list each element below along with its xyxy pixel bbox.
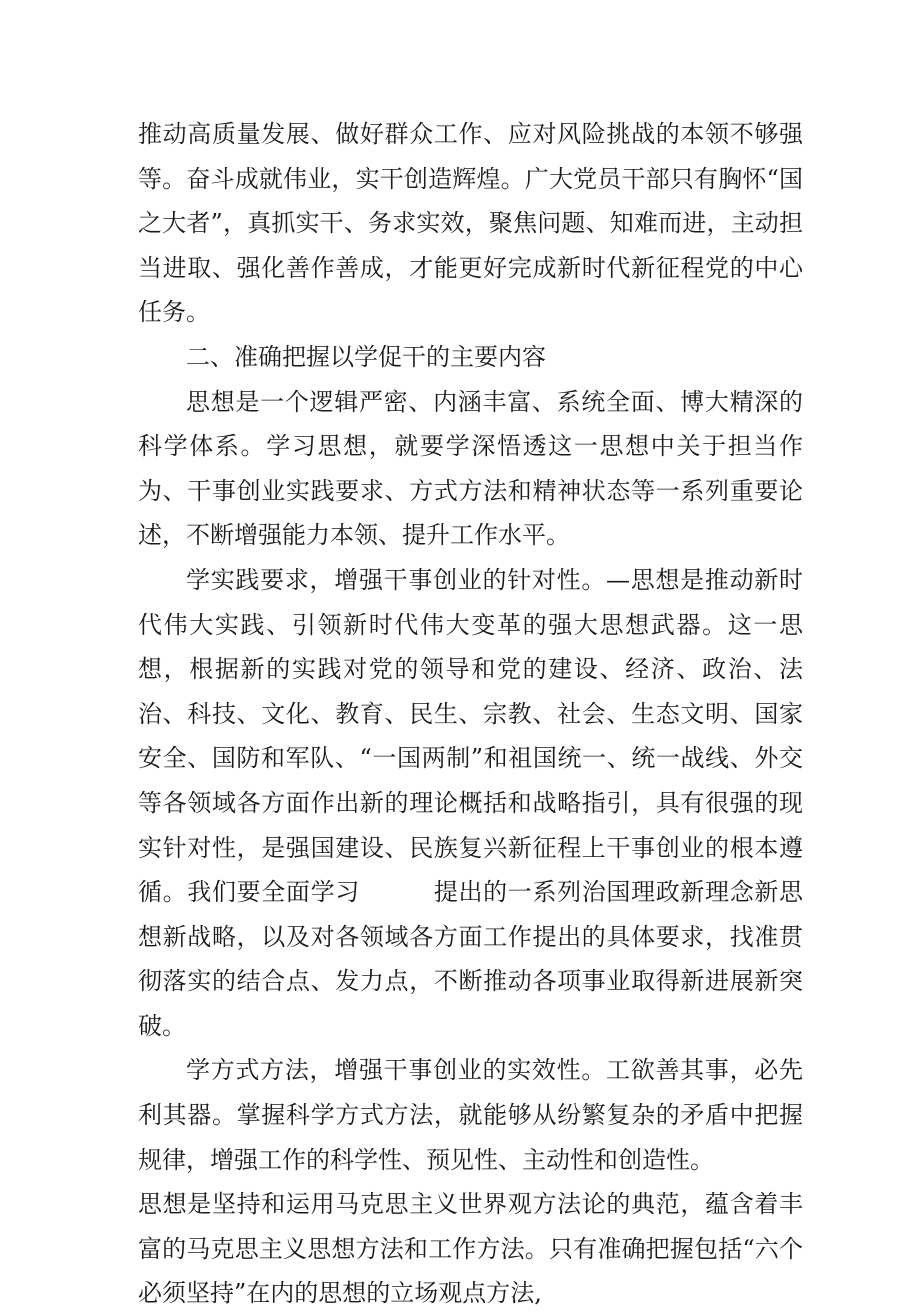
paragraph-methodology: 思想是坚持和运用马克思主义世界观方法论的典范，蕴含着丰富的马克思主义思想方法和工作方法。只有准确把握包括“六个必须坚持”在内的思想的立场观点方法, [138,1190,803,1308]
section-heading: 二、准确把握以学促干的主要内容 [186,342,546,371]
paragraph-methods: 学方式方法，增强干事创业的实效性。工欲善其事，必先利其器。掌握科学方式方法，就能够从纷繁复杂的矛盾中把握规律，增强工作的科学性、预见性、主动性和创造性。 [138,1056,803,1174]
paragraph-practice-requirements: 学实践要求，增强干事创业的针对性。—思想是推动新时代伟大实践、引领新时代伟大变革的强大思想武器。这一思想，根据新的实践对党的领导和党的建设、经济、政治、法治、科技、文化、教育、民生、宗教、社会、生态文明、国家安全、国防和军队、“一国两制”和祖国统一、统一战线、外交等各领域各方面作出新的理论概括和战略指引，具有很强的现实针对性，是强国建设、民族复兴新征程上干事创业的根本遵循。我们要全面学习 提出的一系列治国理政新理念新思想新战略，以及对各领域各方面工作提出的具体要求，找准贯彻落实的结合点、发力点，不断推动各项事业取得新进展新突破。 [138,565,803,1040]
document-body [138,112,803,1316]
paragraph-thought-system: 思想是一个逻辑严密、内涵丰富、系统全面、博大精深的科学体系。学习思想，就要学深悟透这一思想中关于担当作为、干事创业实践要求、方式方法和精神状态等一系列重要论述，不断增强能力本领、提升工作水平。 [138,387,803,550]
paragraph-continuation-top: 推动高质量发展、做好群众工作、应对风险挑战的本领不够强等。奋斗成就伟业，实干创造辉煌。广大党员干部只有胸怀“国之大者”，真抓实干、务求实效，聚焦问题、知难而进，主动担当进取、强化善作善成，才能更好完成新时代新征程党的中心任务。 [138,120,803,327]
